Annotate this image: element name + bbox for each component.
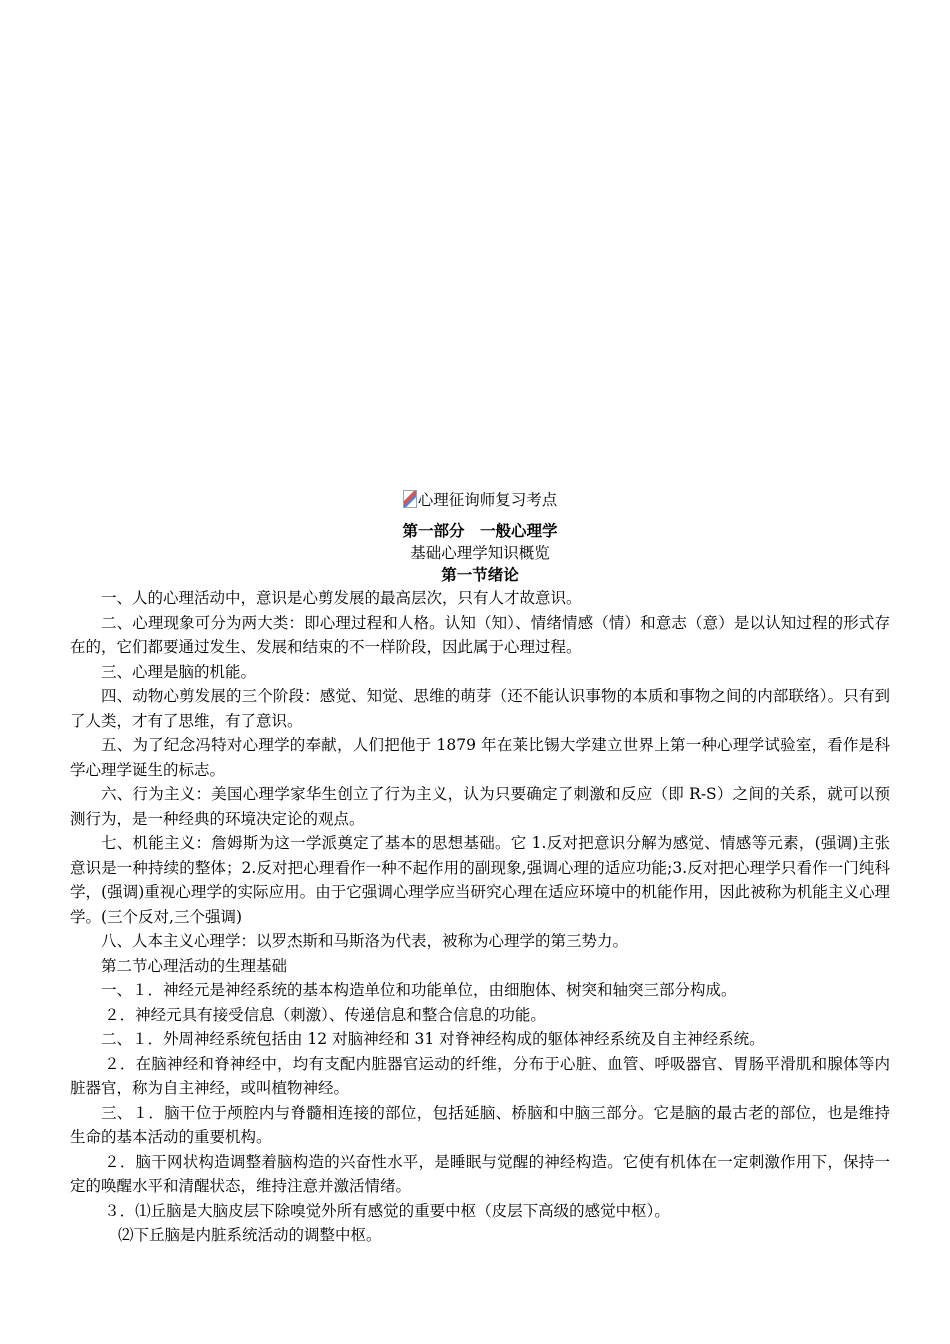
paragraph: 七、机能主义：詹姆斯为这一学派奠定了基本的思想基础。它 1.反对把意识分解为感觉、情感等元素，(强调)主张意识是一种持续的整体；2.反对把心理看作一种不起作用的副现象,强调心理的适应功能;3.反对把心理学只看作一门纯科学，(强调)重视心理学的实际应用。由于它强调心理学应当研究心理在适应环境中的机能作用，因此被称为机能主义心理学。(三个反对,三个强调) bbox=[70, 834, 890, 926]
paragraph: 四、动物心剪发展的三个阶段：感觉、知觉、思维的萌芽（还不能认识事物的本质和事物之间的内部联络）。只有到了人类，才有了思维，有了意识。 bbox=[70, 687, 890, 730]
paragraph: ３．⑴丘脑是大脑皮层下除嗅觉外所有感觉的重要中枢（皮层下高级的感觉中枢）。 bbox=[104, 1201, 670, 1220]
paragraph: ⑵下丘脑是内脏系统活动的调整中枢。 bbox=[118, 1226, 382, 1244]
part-title: 第一部分 一般心理学 bbox=[402, 521, 558, 540]
subtitle: 基础心理学知识概览 bbox=[410, 544, 550, 562]
section-title: 第一节绪论 bbox=[441, 565, 519, 584]
paragraph: 一、人的心理活动中，意识是心剪发展的最高层次，只有人才故意识。 bbox=[101, 589, 582, 607]
paragraph: ２．在脑神经和脊神经中，均有支配内脏器官运动的纤维，分布于心脏、血管、呼吸器官、胃肠平滑肌和腺体等内脏器官，称为自主神经，或叫植物神经。 bbox=[70, 1054, 890, 1097]
paragraph: 一、１．神经元是神经系统的基本构造单位和功能单位，由细胞体、树突和轴突三部分构成。 bbox=[101, 981, 737, 999]
paragraph: 二、心理现象可分为两大类：即心理过程和人格。认知（知）、情绪情感（情）和意志（意）是以认知过程的形式存在的，它们都要通过发生、发展和结束的不一样阶段，因此属于心理过程。 bbox=[70, 613, 890, 656]
paragraph: 八、人本主义心理学：以罗杰斯和马斯洛为代表，被称为心理学的第三势力。 bbox=[101, 932, 629, 950]
paragraph: 六、行为主义：美国心理学家华生创立了行为主义，认为只要确定了刺激和反应（即 R-S）之间的关系，就可以预测行为，是一种经典的环境决定论的观点。 bbox=[70, 785, 890, 828]
document-header bbox=[70, 488, 890, 512]
paragraph: 三、心理是脑的机能。 bbox=[101, 662, 257, 681]
paragraph: 三、１．脑干位于颅腔内与脊髓相连接的部位，包括延脑、桥脑和中脑三部分。它是脑的最古老的部位，也是维持生命的基本活动的重要机构。 bbox=[70, 1103, 890, 1146]
paragraph: 五、为了纪念冯特对心理学的奉献，人们把他于 1879 年在莱比锡大学建立世界上第一种心理学试验室，看作是科学心理学诞生的标志。 bbox=[70, 736, 890, 779]
section-heading: 第二节心理活动的生理基础 bbox=[101, 956, 288, 975]
document-title: 心理征询师复习考点 bbox=[417, 491, 558, 509]
paragraph: ２．脑干网状构造调整着脑构造的兴奋性水平，是睡眠与觉醒的神经构造。它使有机体在一定刺激作用下，保持一定的唤醒水平和清醒状态，维持注意并激活情绪。 bbox=[70, 1152, 890, 1195]
broken-image-icon bbox=[403, 490, 417, 508]
paragraph: ２．神经元具有接受信息（刺激）、传递信息和整合信息的功能。 bbox=[104, 1005, 546, 1024]
document-body bbox=[70, 488, 890, 1248]
paragraph: 二、１．外周神经系统包括由 12 对脑神经和 31 对脊神经构成的躯体神经系统及自主神经系统。 bbox=[101, 1030, 765, 1048]
